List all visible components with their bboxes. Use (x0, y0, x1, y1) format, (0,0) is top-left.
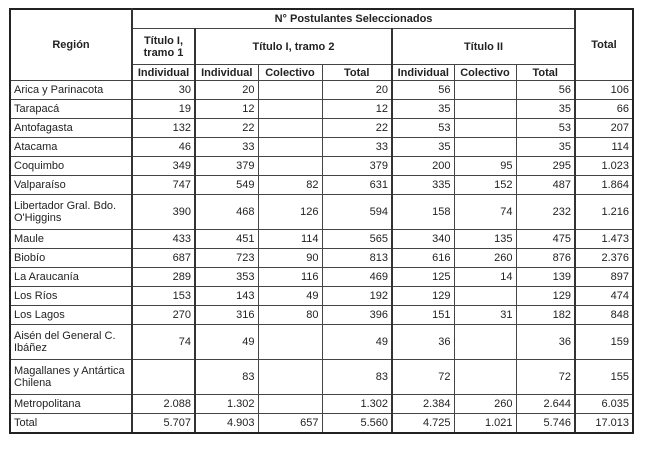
cell-t3c (454, 138, 516, 157)
cell-total: 114 (575, 138, 633, 157)
subheader-t3-individual: Individual (392, 65, 454, 81)
table-row (10, 249, 633, 268)
cell-t2c: 116 (258, 268, 322, 287)
cell-t3t: 487 (516, 176, 575, 195)
cell-t2i: 49 (195, 325, 258, 360)
subheader-t2-individual: Individual (195, 65, 258, 81)
cell-t3c: 14 (454, 268, 516, 287)
cell-region: La Araucanía (10, 268, 132, 287)
cell-t2i: 1.302 (195, 395, 258, 414)
table-total-row (10, 414, 633, 433)
cell-t2i: 12 (195, 100, 258, 119)
cell-t3c (454, 287, 516, 306)
cell-region: Valparaíso (10, 176, 132, 195)
header-group-titulo-ii: Título II (392, 29, 575, 65)
cell-t1: 687 (132, 249, 195, 268)
cell-t3i: 340 (392, 230, 454, 249)
cell-t3c (454, 81, 516, 100)
cell-t1: 747 (132, 176, 195, 195)
cell-region: Aisén del General C. Ibáñez (10, 325, 132, 360)
cell-t1: 132 (132, 119, 195, 138)
cell-t3t: 139 (516, 268, 575, 287)
cell-t2t: 12 (322, 100, 392, 119)
cell-t3t: 129 (516, 287, 575, 306)
table-body (10, 81, 633, 433)
cell-t3c (454, 360, 516, 395)
cell-t2t: 813 (322, 249, 392, 268)
cell-t2i: 316 (195, 306, 258, 325)
cell-t2c: 82 (258, 176, 322, 195)
cell-region: Biobío (10, 249, 132, 268)
table-row (10, 119, 633, 138)
postulantes-table (9, 8, 634, 434)
cell-t3c: 260 (454, 395, 516, 414)
cell-t2t: 20 (322, 81, 392, 100)
cell-t3t: 35 (516, 100, 575, 119)
cell-region: Metropolitana (10, 395, 132, 414)
cell-total: 106 (575, 81, 633, 100)
cell-t3i: 616 (392, 249, 454, 268)
header-region: Región (10, 9, 132, 81)
cell-t2c (258, 157, 322, 176)
table-row (10, 268, 633, 287)
cell-total: 17.013 (575, 414, 633, 433)
cell-t2i: 451 (195, 230, 258, 249)
cell-t3t: 295 (516, 157, 575, 176)
cell-t2c (258, 100, 322, 119)
table-row (10, 360, 633, 395)
cell-t2t: 469 (322, 268, 392, 287)
cell-total: 848 (575, 306, 633, 325)
cell-t2t: 379 (322, 157, 392, 176)
table-row (10, 100, 633, 119)
cell-region: Tarapacá (10, 100, 132, 119)
header-group-titulo-i-tramo-2: Título I, tramo 2 (195, 29, 392, 65)
subheader-t2-colectivo: Colectivo (258, 65, 322, 81)
cell-t2c (258, 360, 322, 395)
cell-t2i: 353 (195, 268, 258, 287)
cell-t3i: 335 (392, 176, 454, 195)
header-total: Total (575, 9, 633, 81)
cell-region: Arica y Parinacota (10, 81, 132, 100)
cell-t3t: 2.644 (516, 395, 575, 414)
cell-t2i: 143 (195, 287, 258, 306)
cell-t1: 5.707 (132, 414, 195, 433)
cell-t2i: 4.903 (195, 414, 258, 433)
cell-t3t: 36 (516, 325, 575, 360)
table-container (9, 8, 634, 434)
table-row (10, 325, 633, 360)
cell-t2t: 594 (322, 195, 392, 230)
cell-t2t: 5.560 (322, 414, 392, 433)
cell-t2c (258, 395, 322, 414)
subheader-t3-colectivo: Colectivo (454, 65, 516, 81)
cell-total: 1.864 (575, 176, 633, 195)
cell-total: 897 (575, 268, 633, 287)
cell-region: Los Ríos (10, 287, 132, 306)
cell-t3t: 232 (516, 195, 575, 230)
cell-t2c: 90 (258, 249, 322, 268)
cell-t2t: 33 (322, 138, 392, 157)
header-group-titulo-i-tramo-1: Título I, tramo 1 (132, 29, 195, 65)
cell-t2i: 33 (195, 138, 258, 157)
cell-t3t: 56 (516, 81, 575, 100)
subheader-t1-individual: Individual (132, 65, 195, 81)
cell-t3i: 2.384 (392, 395, 454, 414)
table-row (10, 306, 633, 325)
cell-region: Magallanes y Antártica Chilena (10, 360, 132, 395)
cell-t2i: 723 (195, 249, 258, 268)
cell-t2t: 83 (322, 360, 392, 395)
cell-t2c: 80 (258, 306, 322, 325)
cell-total: 2.376 (575, 249, 633, 268)
cell-t3c: 95 (454, 157, 516, 176)
cell-t3c: 1.021 (454, 414, 516, 433)
table-row (10, 195, 633, 230)
cell-t2i: 468 (195, 195, 258, 230)
cell-t2c (258, 138, 322, 157)
cell-t1: 270 (132, 306, 195, 325)
cell-t2c (258, 325, 322, 360)
cell-t1: 2.088 (132, 395, 195, 414)
cell-t2t: 396 (322, 306, 392, 325)
table-row (10, 287, 633, 306)
cell-region: Maule (10, 230, 132, 249)
cell-t3i: 35 (392, 100, 454, 119)
cell-t3t: 182 (516, 306, 575, 325)
cell-t1: 74 (132, 325, 195, 360)
cell-t3i: 35 (392, 138, 454, 157)
cell-t3c: 74 (454, 195, 516, 230)
cell-t3c: 135 (454, 230, 516, 249)
cell-t3i: 200 (392, 157, 454, 176)
cell-t1: 289 (132, 268, 195, 287)
cell-t3t: 53 (516, 119, 575, 138)
cell-t3c: 260 (454, 249, 516, 268)
cell-t3i: 158 (392, 195, 454, 230)
cell-t2c (258, 81, 322, 100)
cell-total: 66 (575, 100, 633, 119)
cell-t2c: 657 (258, 414, 322, 433)
cell-t3c (454, 100, 516, 119)
cell-total: 1.216 (575, 195, 633, 230)
cell-t3i: 4.725 (392, 414, 454, 433)
cell-region: Los Lagos (10, 306, 132, 325)
cell-t3i: 56 (392, 81, 454, 100)
cell-t1: 153 (132, 287, 195, 306)
cell-t2i: 379 (195, 157, 258, 176)
table-row (10, 157, 633, 176)
table-row (10, 395, 633, 414)
cell-region: Total (10, 414, 132, 433)
cell-total: 155 (575, 360, 633, 395)
cell-total: 159 (575, 325, 633, 360)
cell-t2t: 1.302 (322, 395, 392, 414)
cell-t1: 433 (132, 230, 195, 249)
cell-t1 (132, 360, 195, 395)
cell-t3t: 5.746 (516, 414, 575, 433)
cell-t2i: 20 (195, 81, 258, 100)
table-row (10, 81, 633, 100)
cell-t2t: 49 (322, 325, 392, 360)
cell-t1: 390 (132, 195, 195, 230)
cell-t3c (454, 119, 516, 138)
cell-t1: 30 (132, 81, 195, 100)
cell-total: 6.035 (575, 395, 633, 414)
cell-t3i: 72 (392, 360, 454, 395)
cell-t3t: 876 (516, 249, 575, 268)
cell-t2c: 126 (258, 195, 322, 230)
cell-t2i: 549 (195, 176, 258, 195)
cell-total: 1.473 (575, 230, 633, 249)
cell-t2t: 22 (322, 119, 392, 138)
cell-region: Coquimbo (10, 157, 132, 176)
cell-t3i: 125 (392, 268, 454, 287)
cell-t2c: 49 (258, 287, 322, 306)
cell-t3i: 53 (392, 119, 454, 138)
cell-t2c (258, 119, 322, 138)
cell-t2i: 83 (195, 360, 258, 395)
cell-t3t: 35 (516, 138, 575, 157)
cell-t3i: 151 (392, 306, 454, 325)
cell-t3i: 36 (392, 325, 454, 360)
cell-total: 474 (575, 287, 633, 306)
cell-t3t: 72 (516, 360, 575, 395)
cell-t3c: 152 (454, 176, 516, 195)
cell-t2i: 22 (195, 119, 258, 138)
cell-t3t: 475 (516, 230, 575, 249)
header-caption: N° Postulantes Seleccionados (132, 9, 575, 29)
table-row (10, 176, 633, 195)
cell-region: Libertador Gral. Bdo. O'Higgins (10, 195, 132, 230)
table-row (10, 230, 633, 249)
subheader-t2-total: Total (322, 65, 392, 81)
cell-total: 1.023 (575, 157, 633, 176)
cell-total: 207 (575, 119, 633, 138)
cell-t3i: 129 (392, 287, 454, 306)
cell-t1: 19 (132, 100, 195, 119)
cell-t2t: 631 (322, 176, 392, 195)
cell-t2t: 192 (322, 287, 392, 306)
table-row (10, 138, 633, 157)
cell-t3c: 31 (454, 306, 516, 325)
subheader-t3-total: Total (516, 65, 575, 81)
cell-t2t: 565 (322, 230, 392, 249)
cell-t3c (454, 325, 516, 360)
cell-t1: 349 (132, 157, 195, 176)
cell-t2c: 114 (258, 230, 322, 249)
cell-region: Atacama (10, 138, 132, 157)
cell-region: Antofagasta (10, 119, 132, 138)
cell-t1: 46 (132, 138, 195, 157)
